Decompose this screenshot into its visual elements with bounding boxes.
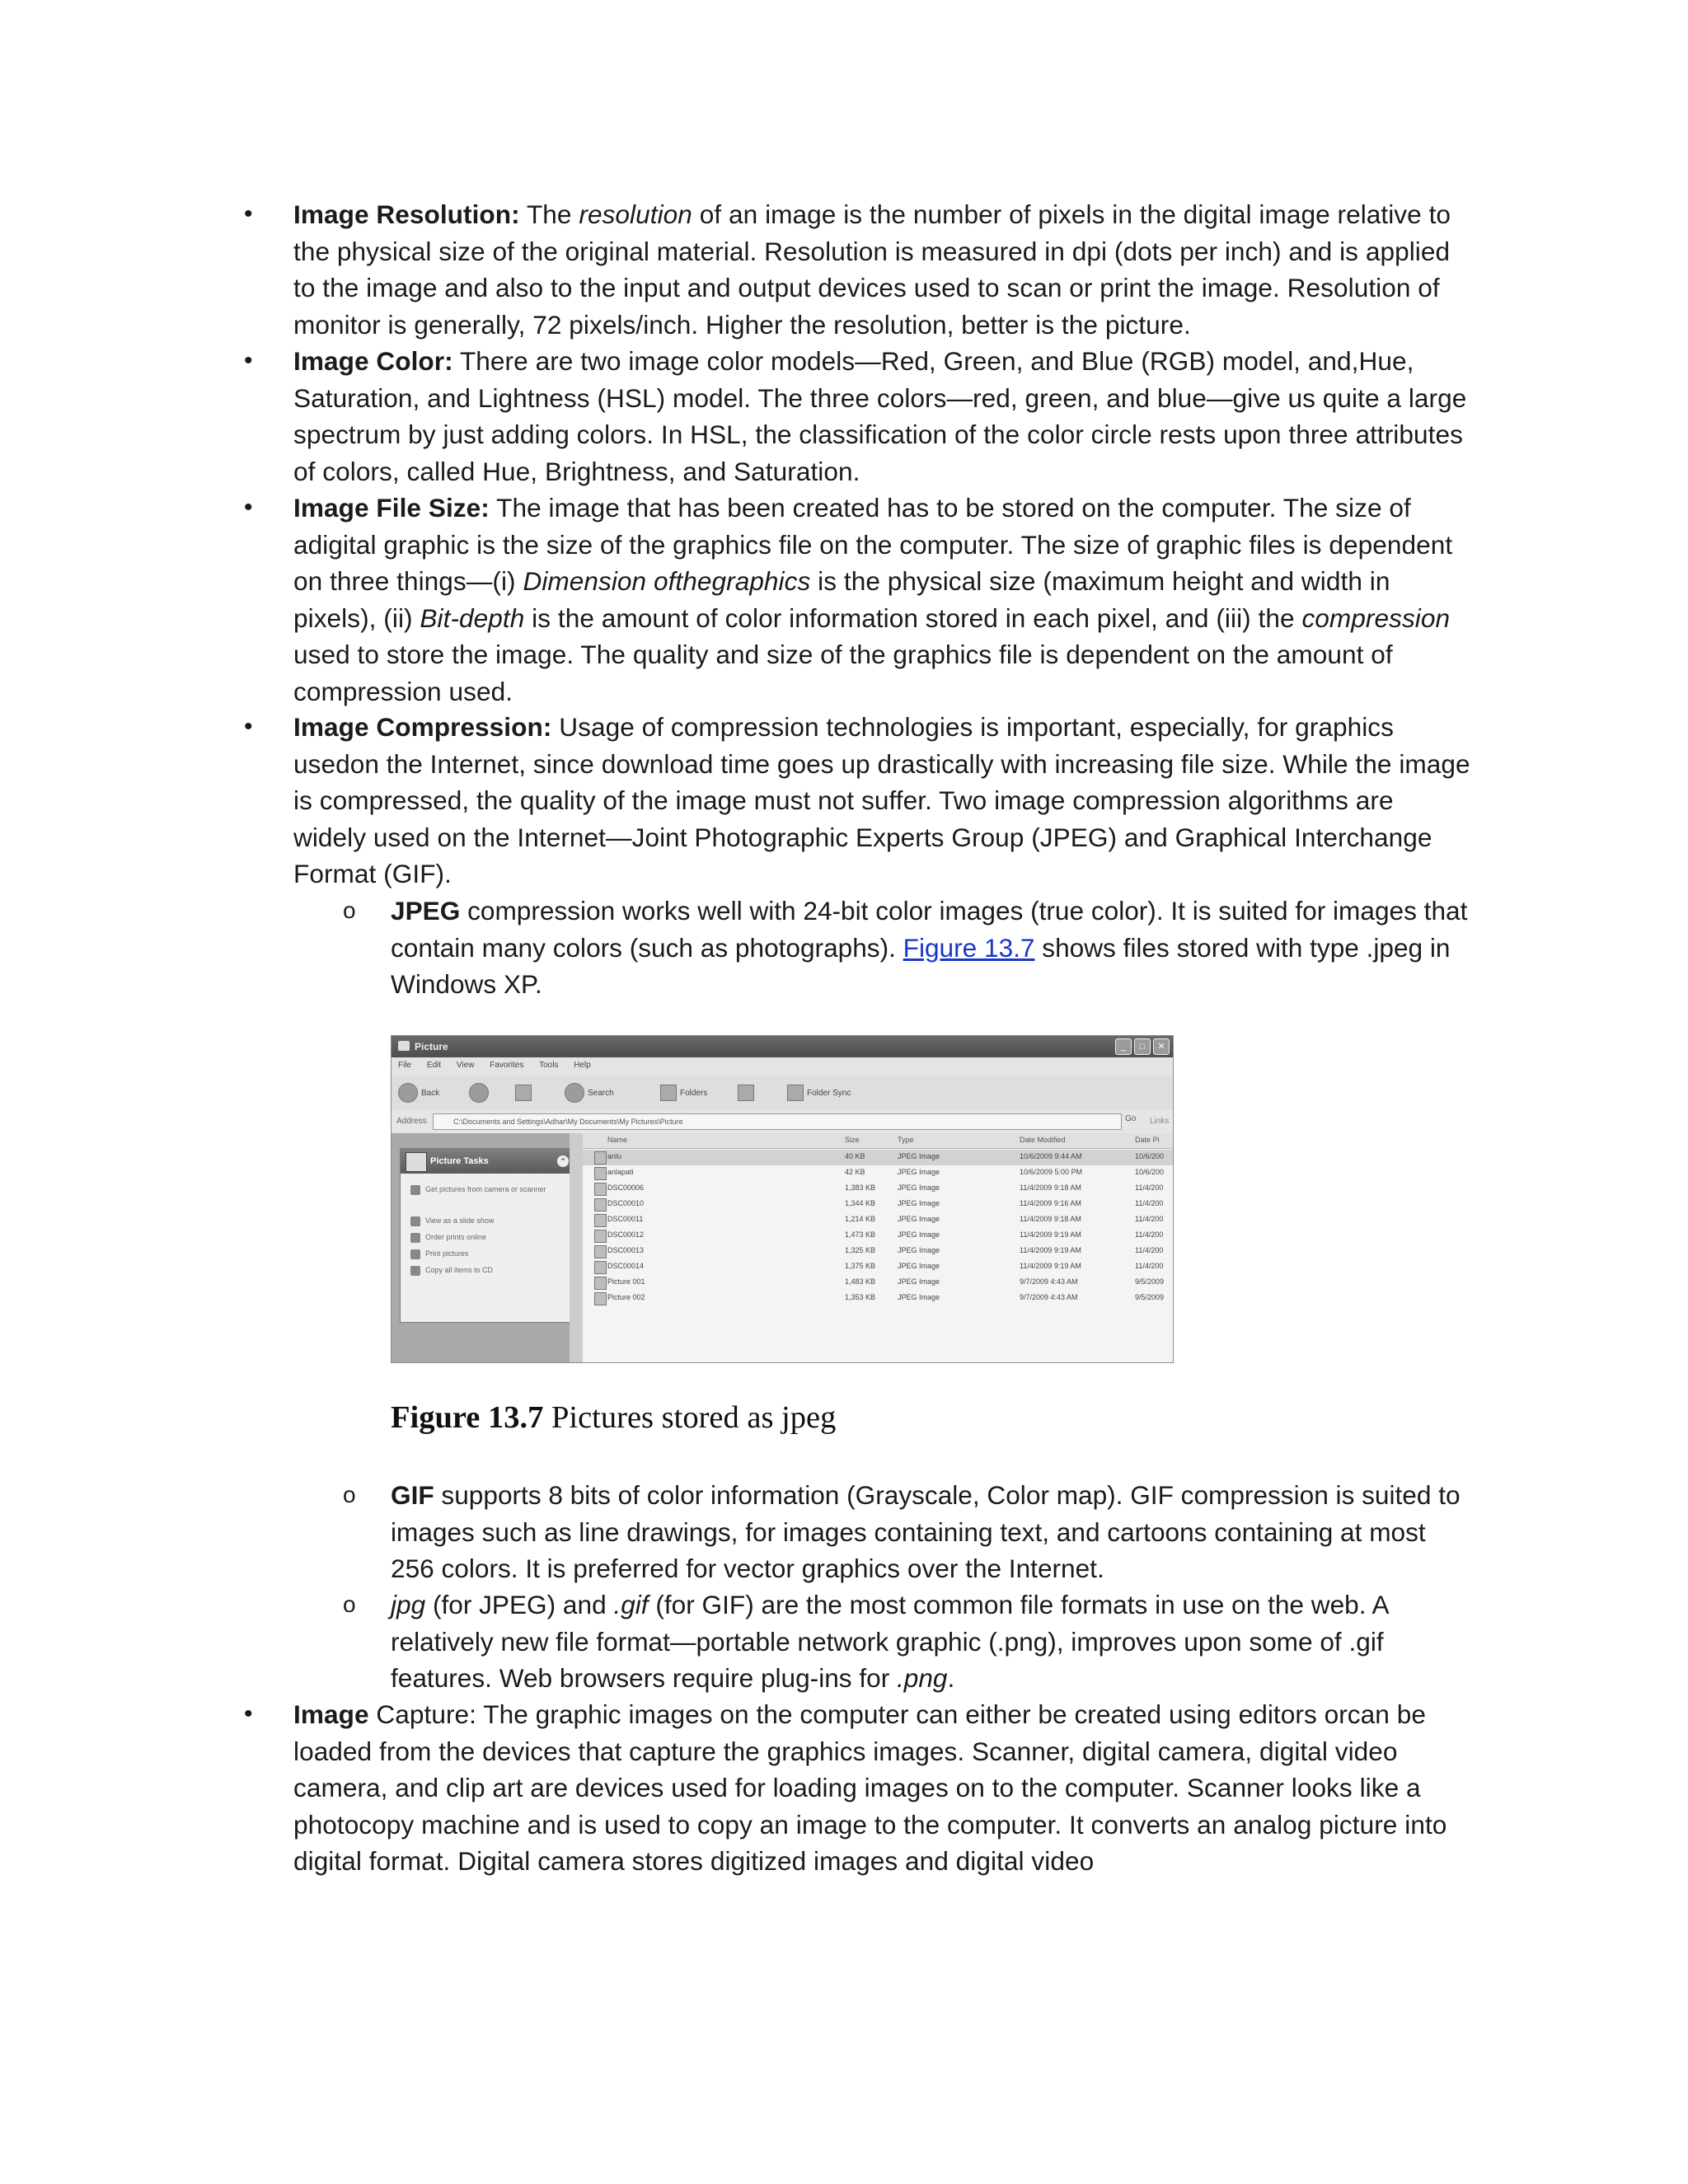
file-type: JPEG Image [898,1246,940,1254]
file-date-picture: 11/4/200 [1135,1246,1164,1254]
go-button[interactable]: Go [1125,1114,1137,1123]
bullet-marker: • [244,1700,253,1727]
folders-icon [660,1085,677,1101]
table-row[interactable] [583,1291,1173,1306]
menu-file[interactable]: File [398,1061,412,1070]
paragraph-image-capture [293,1696,1472,1880]
address-label: Address [396,1117,427,1126]
minimize-button[interactable]: _ [1115,1038,1132,1055]
task-item[interactable] [410,1216,494,1226]
file-list-header [583,1133,1173,1149]
globe-icon [410,1233,420,1243]
file-date-picture: 11/4/200 [1135,1262,1164,1270]
menu-edit[interactable]: Edit [426,1061,442,1070]
column-header-type[interactable]: Type [898,1136,914,1144]
table-row[interactable] [583,1259,1173,1275]
file-date-modified: 11/4/2009 9:19 AM [1020,1246,1081,1254]
close-button[interactable]: ✕ [1153,1038,1170,1055]
file-date-picture: 10/6/200 [1135,1152,1165,1160]
file-date-picture: 9/5/2009 [1135,1293,1165,1301]
jpeg-file-icon [594,1245,607,1258]
file-type: JPEG Image [898,1277,940,1286]
file-type: JPEG Image [898,1199,940,1207]
table-row[interactable] [583,1228,1173,1244]
address-bar [392,1110,1173,1134]
task-panel-title: Picture Tasks [430,1156,489,1166]
file-date-picture: 11/4/200 [1135,1183,1164,1192]
file-type: JPEG Image [898,1293,940,1301]
term-label: Image File Size: [293,493,490,523]
figure-caption [391,1399,836,1436]
bullet-marker: • [244,200,253,227]
views-icon [738,1085,754,1101]
italic-term: Bit-depth [420,602,525,633]
task-pane [392,1133,583,1362]
paragraph-gif [391,1477,1472,1587]
task-item[interactable] [410,1266,493,1276]
task-panel-header[interactable] [401,1149,575,1174]
file-date-modified: 11/4/2009 9:19 AM [1020,1230,1081,1239]
text: compression works well with 24-bit color images (true color). It is suited for images that contain many colors (such as photographs). [391,896,1468,963]
camera-icon [410,1185,420,1195]
up-button[interactable] [515,1082,532,1104]
menu-favorites[interactable]: Favorites [490,1061,524,1070]
picture-icon [406,1152,427,1172]
column-header-date-modified[interactable]: Date Modified [1020,1136,1066,1144]
file-size: 1,383 KB [845,1183,876,1192]
menu-bar [392,1057,1173,1076]
paragraph-image-compression [293,709,1472,893]
figure-link[interactable]: Figure 13.7 [903,932,1035,963]
file-size: 1,325 KB [845,1246,876,1254]
term-label: GIF [391,1480,434,1510]
file-name: DSC00013 [607,1246,645,1254]
caption-label: Figure 13.7 [391,1400,544,1435]
file-size: 40 KB [845,1152,865,1160]
caption-text: Pictures stored as jpeg [543,1400,837,1435]
sub-bullet-marker: o [343,1482,356,1507]
table-row[interactable] [583,1197,1173,1212]
file-date-modified: 9/7/2009 4:43 AM [1020,1293,1078,1301]
task-item[interactable] [410,1249,469,1259]
window-controls [1115,1038,1170,1055]
folder-up-icon [515,1085,532,1101]
term-label: JPEG [391,896,461,926]
table-row[interactable] [583,1150,1173,1165]
task-label: Print pictures [425,1249,469,1258]
file-size: 1,483 KB [845,1277,876,1286]
collapse-icon[interactable]: ⌃ [557,1155,569,1167]
toolbar [392,1076,1173,1111]
file-type: JPEG Image [898,1215,940,1223]
paragraph-file-formats [391,1586,1472,1697]
file-name: Picture 002 [607,1293,645,1301]
bullet-marker: • [244,494,253,521]
window-title: Picture [415,1041,448,1052]
term-label: Image Color: [293,346,453,376]
back-label: Back [421,1088,440,1098]
text: There are two image color models—Red, Green, and Blue (RGB) model, and,Hue, Saturation, and Lightness (HSL) model. The three colors—red, green, and blue—give us quite a large spectrum by just adding colors. In HSL, the classification of the color circle rests upon three attributes of colors, called Hue, Brightness, and Saturation. [293,346,1467,486]
back-arrow-icon [398,1083,418,1103]
search-icon [565,1083,584,1103]
file-type: JPEG Image [898,1168,940,1176]
paragraph-image-file-size [293,490,1472,710]
file-date-picture: 11/4/200 [1135,1199,1164,1207]
text: supports 8 bits of color information (Grayscale, Color map). GIF compression is suited to images such as line drawings, for images containing text, and cartoons containing at most 256 colors. It is preferred for vector graphics over the Internet. [391,1480,1461,1583]
paragraph-image-resolution [293,196,1472,343]
folder-icon [398,1041,410,1051]
file-name: Picture 001 [607,1277,645,1286]
italic-term: .png [897,1663,948,1693]
file-date-modified: 9/7/2009 4:43 AM [1020,1277,1078,1286]
column-header-size[interactable]: Size [845,1136,860,1144]
file-date-modified: 10/6/2009 9:44 AM [1020,1152,1082,1160]
text: Capture: The graphic images on the computer can either be created using editors orcan be loaded from the devices that capture the graphics images. Scanner, digital camera, digital video camera, and clip art are devices used for loading images on to the computer. Scanner looks like a photocopy machine and is used to copy an image to the computer. It converts an analog picture into digital format. Digital camera stores digitized images and digital video [293,1699,1447,1876]
task-label: Order prints online [425,1233,487,1241]
text: of an image is the number of pixels in the digital image relative to the physical size of the original material. Resolution is measured in dpi (dots per inch) and is applied to the image and also to the input and output devices used to scan or print the image. Resolution of monitor is generally, 72 pixels/inch. Higher the resolution, better is the picture. [293,199,1451,340]
jpeg-file-icon [594,1261,607,1274]
folders-label: Folders [680,1088,708,1098]
file-type: JPEG Image [898,1183,940,1192]
text: Usage of compression technologies is important, especially, for graphics usedon the Internet, since download time goes up drastically with increasing file size. While the image is compressed, the quality of the image must not suffer. Two image compression algorithms are widely used on the Internet—Joint Photographic Experts Group (JPEG) and Graphical Interchange Format (GIF). [293,712,1470,888]
paragraph-jpeg [391,893,1472,1003]
jpeg-file-icon [594,1214,607,1227]
italic-term: .gif [613,1590,649,1619]
text: . [947,1663,955,1693]
sync-icon [787,1085,804,1101]
menu-tools[interactable]: Tools [539,1061,559,1070]
term-label: Image [293,1699,369,1729]
back-button[interactable] [398,1082,439,1104]
text: used to store the image. The quality and size of the graphics file is dependent on the amount of compression used. [293,640,1393,706]
bullet-marker: • [244,713,253,740]
task-label: View as a slide show [425,1216,495,1225]
file-name: DSC00011 [607,1215,644,1223]
jpeg-file-icon [594,1183,607,1196]
jpeg-file-icon [594,1151,607,1165]
text: The [519,199,579,229]
file-name: DSC00014 [607,1262,645,1270]
table-row[interactable] [583,1181,1173,1197]
file-date-modified: 11/4/2009 9:19 AM [1020,1262,1081,1270]
file-date-picture: 9/5/2009 [1135,1277,1165,1286]
views-button[interactable] [738,1082,754,1104]
bullet-marker: • [244,347,253,374]
table-row[interactable] [583,1275,1173,1291]
file-date-modified: 11/4/2009 9:18 AM [1020,1215,1081,1223]
term-label: Image Resolution: [293,199,520,229]
folder-sync-button[interactable] [787,1082,851,1104]
task-label: Copy all items to CD [425,1266,494,1274]
task-item[interactable] [410,1233,486,1243]
search-label: Search [588,1088,614,1098]
file-type: JPEG Image [898,1262,940,1270]
file-size: 1,375 KB [845,1262,876,1270]
file-list [583,1133,1173,1362]
text: is the physical size (maximum height and width in pixels), (ii) [293,566,1390,633]
jpeg-file-icon [594,1277,607,1290]
text: is the amount of color information stored in each pixel, and (iii) the [524,602,1302,633]
task-item[interactable] [410,1185,549,1195]
paragraph-image-color [293,343,1472,490]
file-date-picture: 11/4/200 [1135,1215,1164,1223]
address-input[interactable]: C:\Documents and Settings\Adhar\My Documents\My Pictures\Picture [433,1113,1122,1130]
sub-bullet-marker: o [343,1591,356,1617]
table-row[interactable] [583,1165,1173,1181]
menu-help[interactable]: Help [574,1061,591,1070]
links-label[interactable]: Links [1150,1117,1170,1126]
jpeg-file-icon [594,1292,607,1305]
text: shows files stored with type .jpeg in Windows XP. [391,932,1451,999]
search-button[interactable] [565,1082,614,1104]
term-label: Image Compression: [293,712,552,742]
file-date-picture: 11/4/200 [1135,1230,1164,1239]
italic-term: resolution [579,199,692,229]
text: (for JPEG) and [425,1590,614,1619]
printer-icon [410,1249,420,1259]
file-size: 1,214 KB [845,1215,876,1223]
folders-button[interactable] [660,1082,707,1104]
italic-term: Dimension ofthegraphics [523,566,811,596]
text: The image that has been created has to be stored on the computer. The size of adigital graphic is the size of the graphics file on the computer. The size of graphic files is dependent on three things—(i) [293,493,1453,596]
cd-icon [410,1266,420,1276]
file-name: anlapati [607,1168,634,1176]
italic-term: jpg [391,1590,426,1619]
file-date-modified: 11/4/2009 9:16 AM [1020,1199,1081,1207]
table-row[interactable] [583,1244,1173,1259]
file-name: DSC00010 [607,1199,645,1207]
file-type: JPEG Image [898,1230,940,1239]
file-type: JPEG Image [898,1152,940,1160]
table-row[interactable] [583,1212,1173,1228]
file-size: 42 KB [845,1168,865,1176]
window-titlebar [392,1036,1173,1057]
text: (for GIF) are the most common file formats in use on the web. A relatively new file format—portable network graphic (.png), improves upon some of .gif features. Web browsers require plug-ins for [391,1590,1388,1693]
task-pane-scrollbar[interactable] [570,1133,583,1362]
italic-term: compression [1301,602,1451,633]
column-header-date-picture[interactable]: Date Pi [1135,1136,1160,1144]
task-label: Get pictures from camera or scanner [425,1185,546,1193]
forward-button[interactable] [469,1082,489,1104]
file-name: DSC00012 [607,1230,645,1239]
maximize-button[interactable]: □ [1134,1038,1151,1055]
sub-bullet-marker: o [343,898,356,923]
jpeg-file-icon [594,1230,607,1243]
picture-tasks-panel [400,1148,576,1323]
slideshow-icon [410,1216,420,1226]
file-size: 1,344 KB [845,1199,876,1207]
sync-label: Folder Sync [807,1088,851,1098]
file-date-picture: 10/6/200 [1135,1168,1165,1176]
figure-screenshot [391,1035,1174,1363]
jpeg-file-icon [594,1167,607,1180]
file-date-modified: 11/4/2009 9:18 AM [1020,1183,1081,1192]
file-size: 1,353 KB [845,1293,876,1301]
file-name: DSC00006 [607,1183,645,1192]
file-size: 1,473 KB [845,1230,876,1239]
column-header-name[interactable]: Name [607,1136,628,1144]
forward-arrow-icon [469,1083,489,1103]
menu-view[interactable]: View [456,1061,475,1070]
jpeg-file-icon [594,1198,607,1212]
file-date-modified: 10/6/2009 5:00 PM [1020,1168,1083,1176]
file-name: anlu [607,1152,622,1160]
